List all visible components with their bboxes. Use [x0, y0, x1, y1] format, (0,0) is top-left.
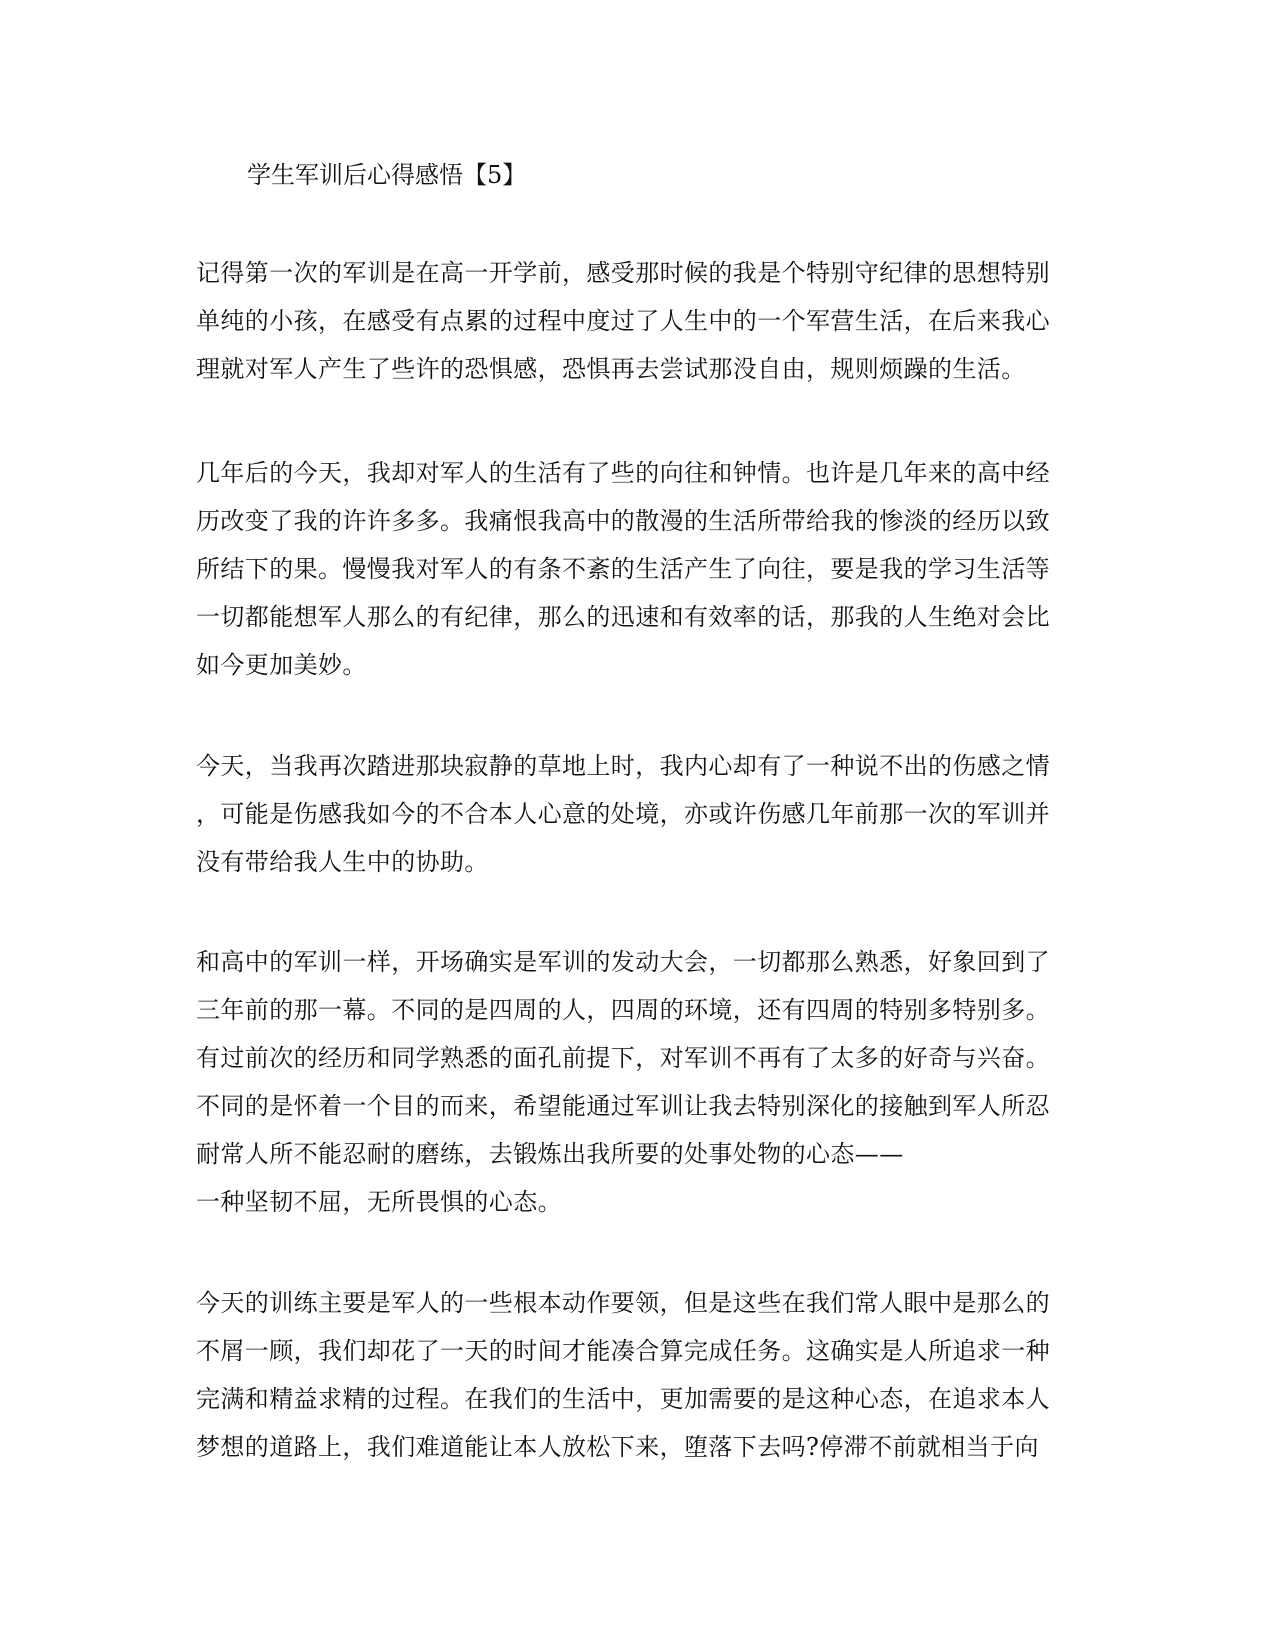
- paragraph: [196, 249, 1076, 393]
- paragraph: [196, 1279, 1076, 1471]
- paragraph-line: 不同的是怀着一个目的而来，希望能通过军训让我去特别深化的接触到军人所忍: [196, 1092, 1050, 1120]
- paragraph: [196, 449, 1076, 689]
- paragraph-line: 历改变了我的许许多多。我痛恨我高中的散漫的生活所带给我的惨淡的经历以致: [196, 507, 1050, 535]
- paragraph: [196, 742, 1076, 886]
- paragraph-line: 记得第一次的军训是在高一开学前，感受那时候的我是个特别守纪律的思想特别: [196, 259, 1050, 287]
- paragraph-line: 几年后的今天，我却对军人的生活有了些的向往和钟情。也许是几年来的高中经: [196, 459, 1050, 487]
- paragraph-line: 今天，当我再次踏进那块寂静的草地上时，我内心却有了一种说不出的伤感之情: [196, 752, 1050, 780]
- paragraph-line: 梦想的道路上，我们难道能让本人放松下来，堕落下去吗?停滞不前就相当于向: [196, 1433, 1039, 1461]
- paragraph-line: 不屑一顾，我们却花了一天的时间才能凑合算完成任务。这确实是人所追求一种: [196, 1337, 1050, 1365]
- paragraph-line: 耐常人所不能忍耐的磨练，去锻炼出我所要的处事处物的心态——: [196, 1140, 904, 1168]
- paragraph-line: 一切都能想军人那么的有纪律，那么的迅速和有效率的话，那我的人生绝对会比: [196, 603, 1050, 631]
- paragraph-line: 和高中的军训一样，开场确实是军训的发动大会，一切都那么熟悉，好象回到了: [196, 948, 1050, 976]
- document-title: 学生军训后心得感悟【5】: [247, 161, 527, 189]
- paragraph-line: ，可能是伤感我如今的不合本人心意的处境，亦或许伤感几年前那一次的军训并: [196, 800, 1050, 828]
- paragraph-line: 单纯的小孩，在感受有点累的过程中度过了人生中的一个军营生活，在后来我心: [196, 307, 1050, 335]
- paragraph-line: 今天的训练主要是军人的一些根本动作要领，但是这些在我们常人眼中是那么的: [196, 1289, 1050, 1317]
- paragraph: [196, 938, 1076, 1226]
- paragraph-line: 有过前次的经历和同学熟悉的面孔前提下，对军训不再有了太多的好奇与兴奋。: [196, 1044, 1050, 1072]
- paragraph-line: 完满和精益求精的过程。在我们的生活中，更加需要的是这种心态，在追求本人: [196, 1385, 1050, 1413]
- paragraph-line: 如今更加美妙。: [196, 651, 367, 679]
- paragraph-line: 理就对军人产生了些许的恐惧感，恐惧再去尝试那没自由，规则烦躁的生活。: [196, 355, 1026, 383]
- paragraph-line: 三年前的那一幕。不同的是四周的人，四周的环境，还有四周的特别多特别多。: [196, 996, 1050, 1024]
- paragraph-line: 一种坚韧不屈，无所畏惧的心态。: [196, 1188, 562, 1216]
- paragraph-line: 所结下的果。慢慢我对军人的有条不紊的生活产生了向往，要是我的学习生活等: [196, 555, 1050, 583]
- paragraph-line: 没有带给我人生中的协助。: [196, 848, 489, 876]
